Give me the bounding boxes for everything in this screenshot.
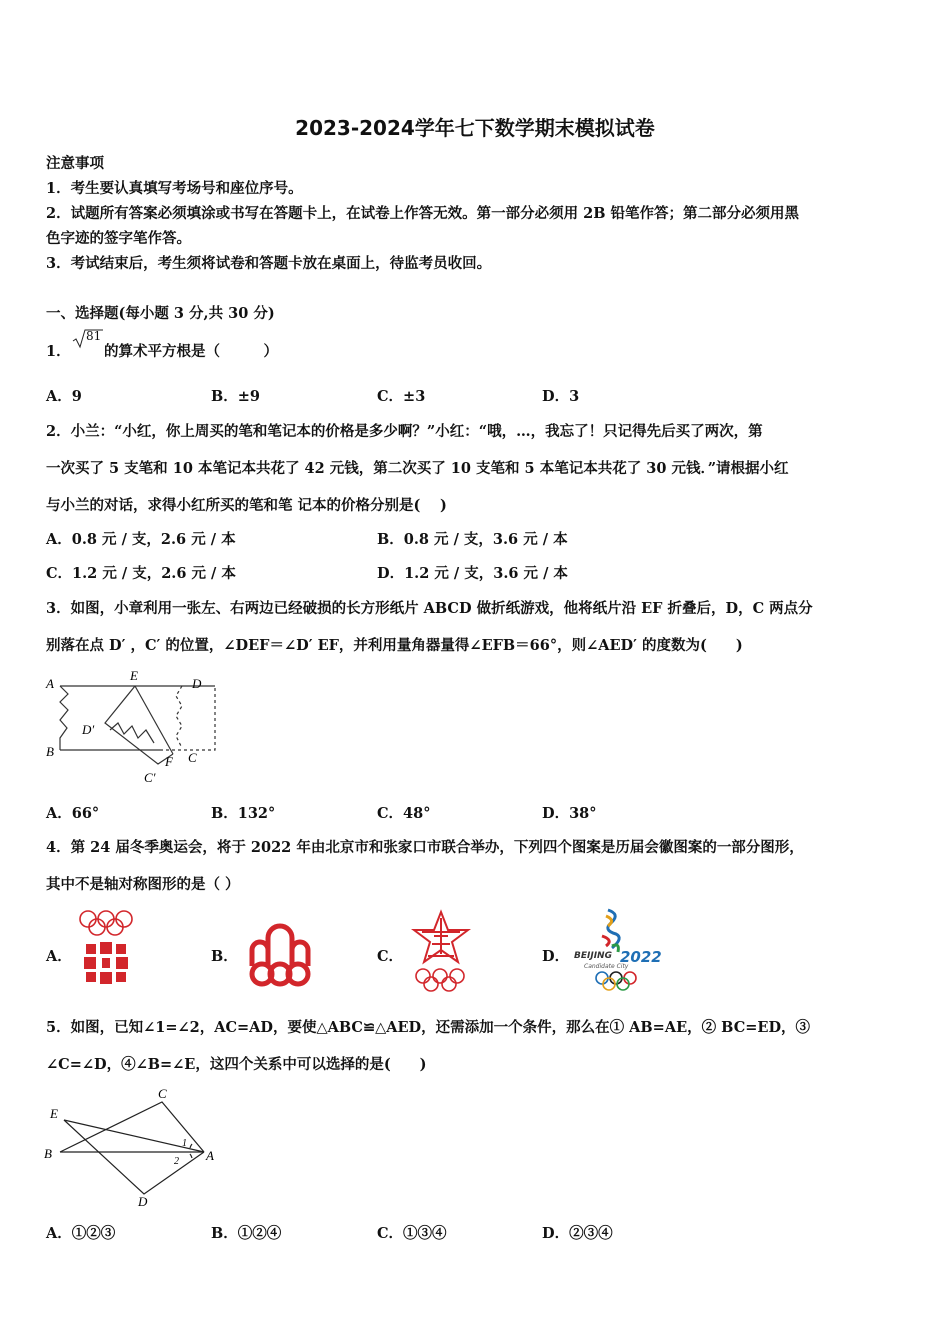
notice-item: 2．试题所有答案必须填涂或书写在答题卡上，在试卷上作答无效。第一部分必须用 2B 铅笔作答；第二部分必须用黑 — [46, 205, 800, 222]
q5-option-d: D．②③④ — [542, 1225, 613, 1242]
notice-item: 3．考试结束后，考生须将试卷和答题卡放在桌面上，待监考员收回。 — [46, 255, 492, 272]
q3-option-a: A．66° — [46, 805, 100, 822]
q1-stem: 的算术平方根是（ ） — [104, 343, 278, 360]
q2-option-b: B．0.8 元 / 支，3.6 元 / 本 — [377, 531, 568, 548]
figure-label: F — [165, 754, 173, 769]
q4-option-b-label: B． — [211, 948, 238, 965]
figure-label: C — [158, 1086, 167, 1101]
calgary-logo-icon — [408, 908, 474, 996]
q1-option-a: A．9 — [46, 388, 82, 405]
page-title: 2023-2024学年七下数学期末模拟试卷 — [295, 116, 655, 140]
q3-fold-figure — [40, 668, 230, 790]
montreal-logo-icon — [244, 920, 316, 992]
figure-label: D′ — [82, 722, 95, 737]
logo-text: Candidate City — [584, 963, 629, 970]
figure-label: E — [50, 1106, 58, 1121]
figure-label: 2 — [174, 1156, 179, 1167]
q1-option-c: C．±3 — [377, 388, 426, 405]
beijing-2022-logo-icon — [572, 906, 662, 994]
q4-option-a-label: A． — [46, 948, 72, 965]
q5-line: ∠C=∠D，④∠B=∠E，这四个关系中可以选择的是( ) — [46, 1056, 427, 1073]
q3-option-b: B．132° — [211, 805, 276, 822]
q5-option-a: A．①②③ — [46, 1225, 116, 1242]
figure-label: B — [44, 1146, 52, 1161]
q3-option-d: D．38° — [542, 805, 597, 822]
q4-line: 其中不是轴对称图形的是（ ） — [46, 876, 240, 893]
notice-item: 1．考生要认真填写考场号和座位序号。 — [46, 180, 303, 197]
q1-option-b: B．±9 — [211, 388, 260, 405]
q2-line: 一次买了 5 支笔和 10 本笔记本共花了 42 元钱，第二次买了 10 支笔和 5 本笔记本共花了 30 元钱．”请根据小红 — [46, 460, 789, 477]
q1-radicand: 81 — [86, 329, 102, 343]
q2-line: 2．小兰：“小红，你上周买的笔和笔记本的价格是多少啊？”小红：“哦，…，我忘了！只记得先后买了两次，第 — [46, 423, 763, 440]
notice-heading: 注意事项 — [46, 155, 104, 172]
q4-option-c-label: C． — [377, 948, 404, 965]
figure-label: A — [206, 1148, 214, 1163]
figure-label: A — [46, 676, 54, 691]
figure-label: D — [192, 676, 202, 691]
q5-option-c: C．①③④ — [377, 1225, 447, 1242]
figure-label: 1 — [182, 1138, 187, 1149]
q3-line: 3．如图，小章利用一张左、右两边已经破损的长方形纸片 ABCD 做折纸游戏，他将纸片沿 EF 折叠后，D，C 两点分 — [46, 600, 813, 617]
sarajevo-logo-icon — [74, 906, 138, 994]
q2-line: 与小兰的对话，求得小红所买的笔和笔 记本的价格分别是( ) — [46, 497, 447, 514]
q1-number: 1． — [46, 343, 71, 360]
figure-label: B — [46, 744, 54, 759]
q4-line: 4．第 24 届冬季奥运会，将于 2022 年由北京市和张家口市联合举办，下列四个图案是历届会徽图案的一部分图形， — [46, 839, 804, 856]
q2-option-a: A．0.8 元 / 支，2.6 元 / 本 — [46, 531, 236, 548]
logo-text: BEIJING — [574, 951, 612, 961]
logo-text: 2022 — [620, 948, 662, 966]
q3-option-c: C．48° — [377, 805, 431, 822]
figure-label: D — [138, 1194, 148, 1209]
figure-label: E — [130, 668, 138, 683]
notice-item: 色字迹的签字笔作答。 — [46, 230, 191, 247]
q5-triangle-figure — [40, 1082, 230, 1212]
q4-option-d-label: D． — [542, 948, 570, 965]
section-heading: 一、选择题(每小题 3 分,共 30 分) — [46, 305, 275, 322]
figure-label: C — [188, 750, 197, 765]
figure-label: C′ — [144, 770, 156, 785]
q5-line: 5．如图，已知∠1=∠2，AC=AD，要使△ABC≌△AED，还需添加一个条件，那么在① AB=AE，② BC=ED，③ — [46, 1019, 811, 1036]
q5-option-b: B．①②④ — [211, 1225, 282, 1242]
q2-option-d: D．1.2 元 / 支，3.6 元 / 本 — [377, 565, 568, 582]
q2-option-c: C．1.2 元 / 支，2.6 元 / 本 — [46, 565, 236, 582]
q1-option-d: D．3 — [542, 388, 580, 405]
q3-line: 别落在点 D′ ，C′ 的位置，∠DEF＝∠D′ EF，并利用量角器量得∠EFB＝66°，则∠AED′ 的度数为( ) — [46, 637, 743, 654]
